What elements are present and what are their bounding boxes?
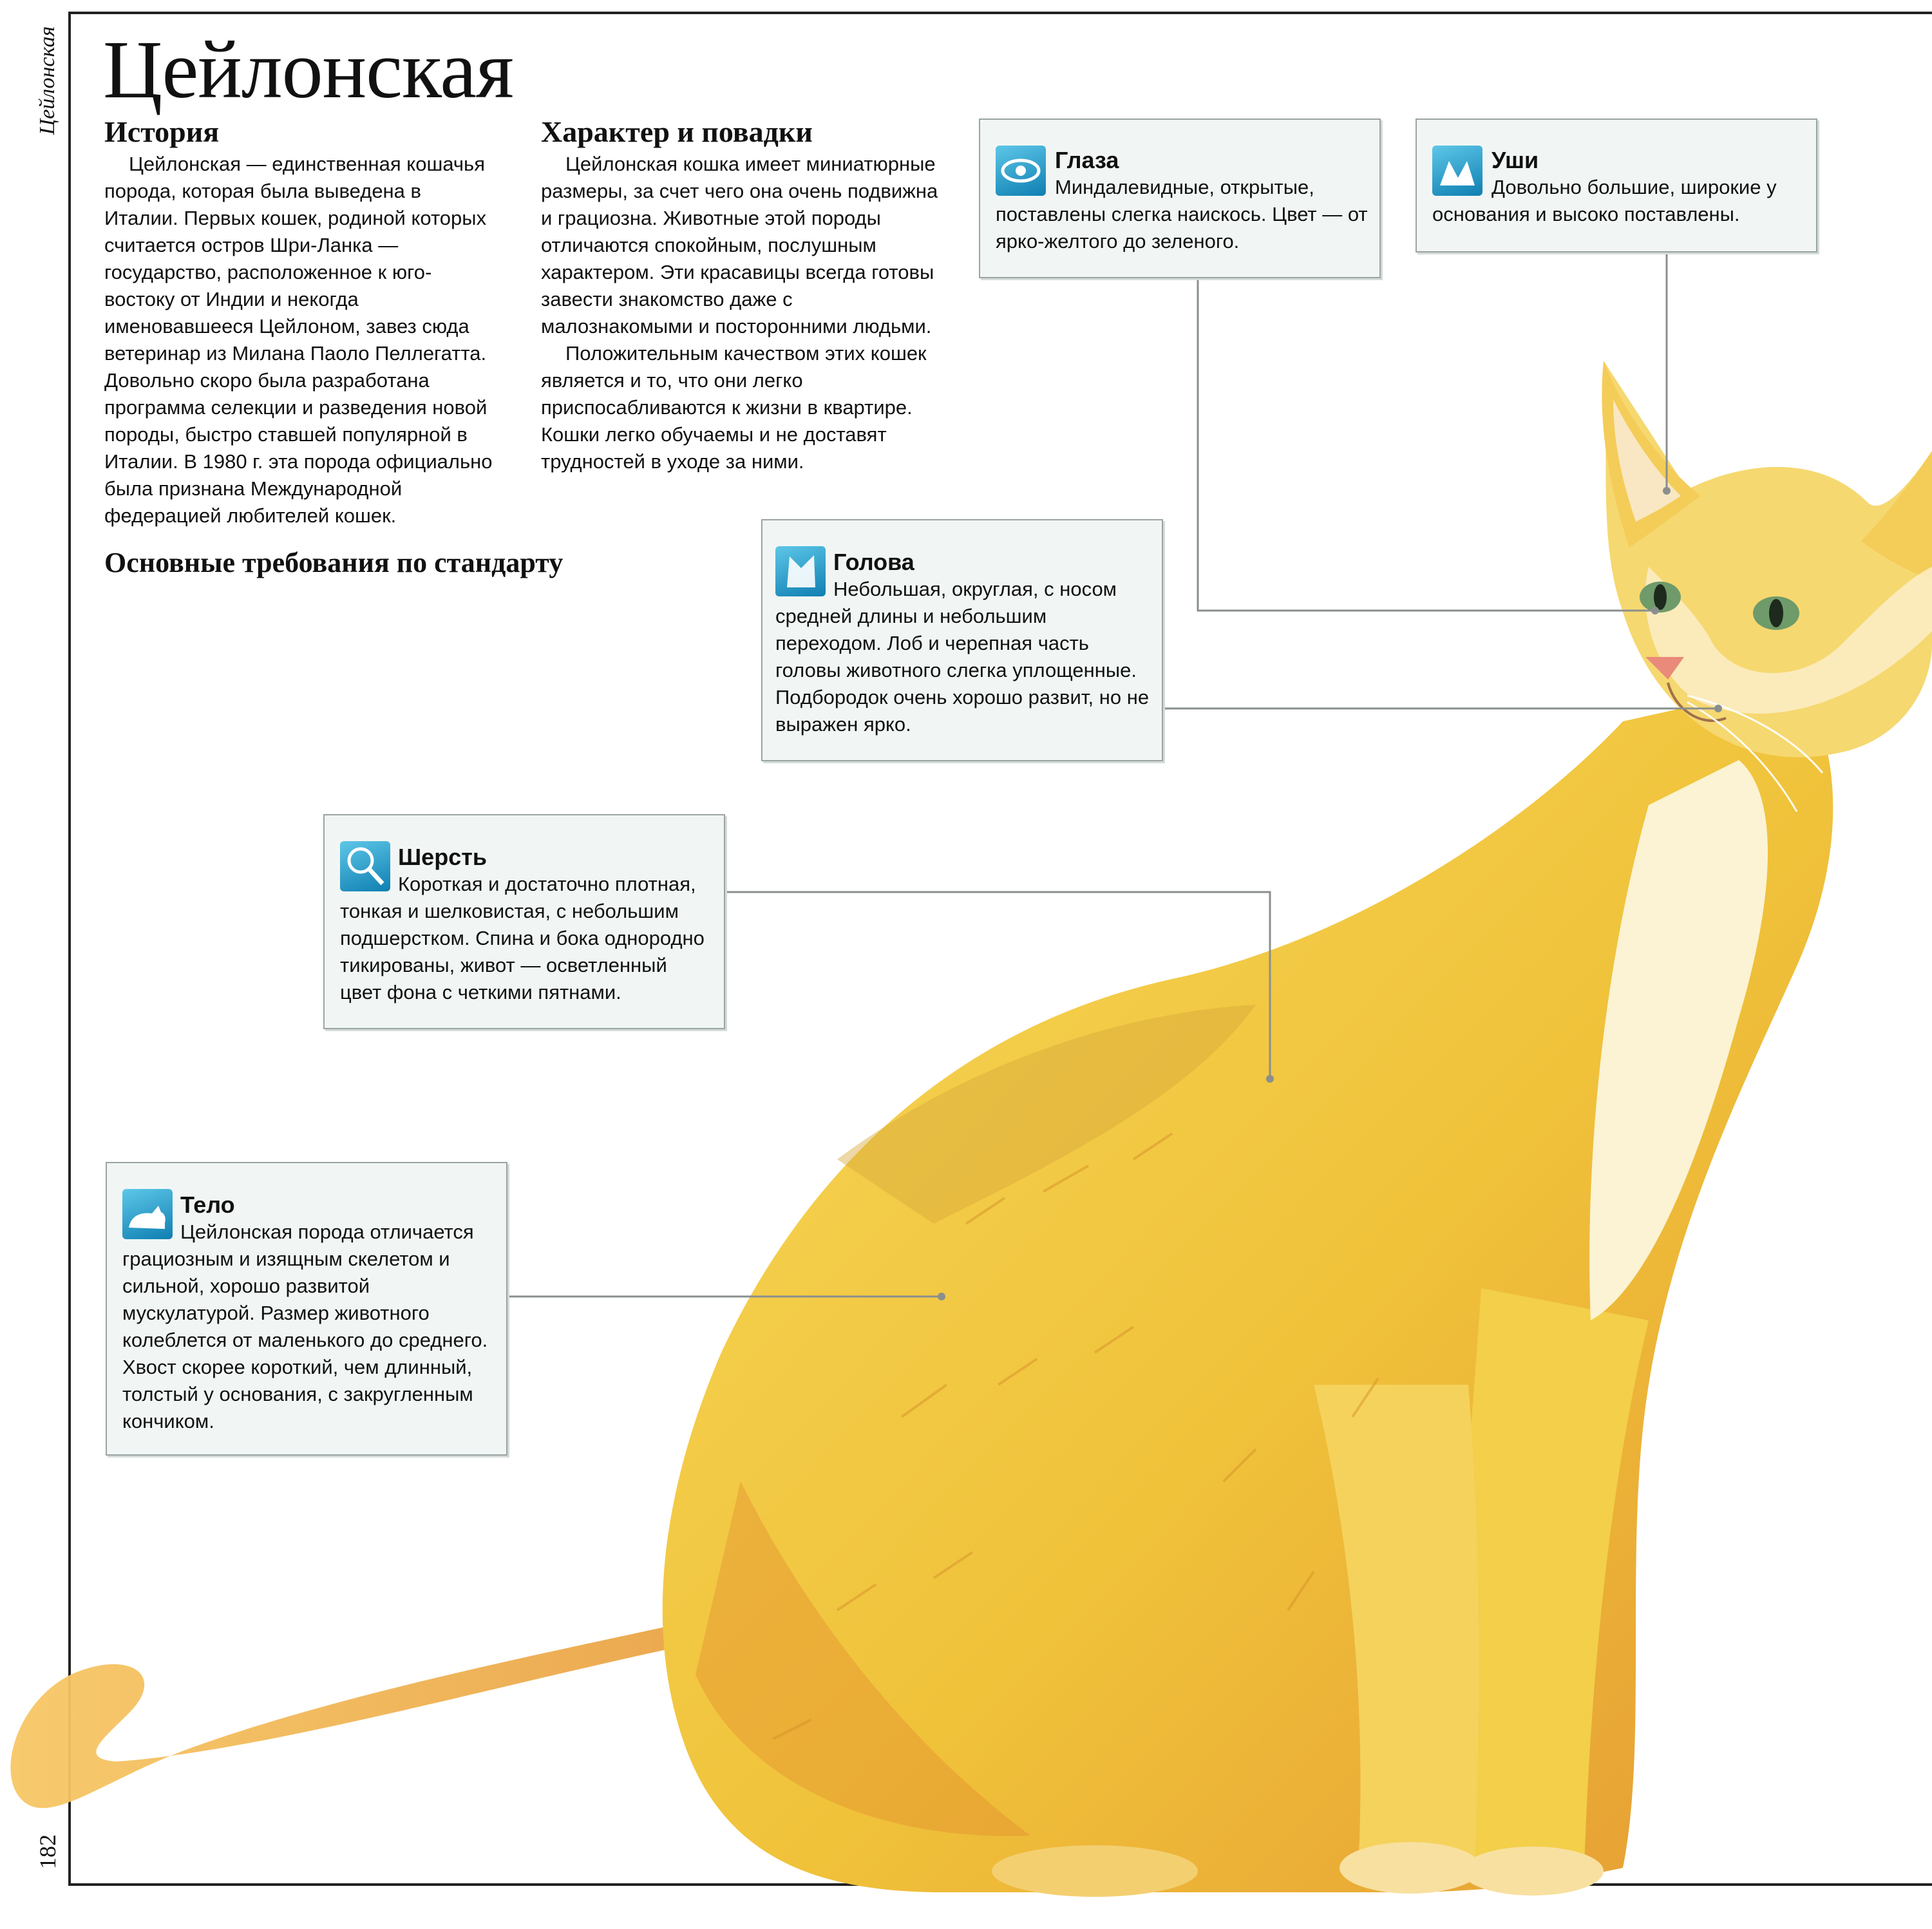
callout-eyes-title: Глаза — [1055, 147, 1119, 173]
callout-body-title: Тело — [180, 1192, 235, 1218]
callout-body-text: Цейлонская порода отличается грациозным и изящным скелетом и сильной, хорошо развитой мускулатурой. Размер животного колеблется от маленького до среднего. Хвост скорее короткий, чем длинный, толстый у основания, с закругленным кончиком. — [122, 1221, 488, 1432]
callout-eyes — [979, 119, 1381, 278]
history-text: Цейлонская — единственная кошачья порода, которая была выведена в Италии. Первых кошек, родиной которых считается остров Шри-Ланка — государство, расположенное к юго-востоку от Индии и некогда именовавшееся Цейлоном, завез сюда ветеринар из Милана Паоло Пеллегатта. Довольно скоро была разработана программа селекции и разведения новой породы, быстро ставшей популярной в Италии. В 1980 г. эта порода официально была признана Международной федерацией любителей кошек. — [104, 153, 493, 527]
cat-paw-right — [1462, 1847, 1604, 1896]
standards-heading: Основные требования по стандарту — [104, 547, 564, 578]
callout-body — [106, 1162, 507, 1456]
page-number: 182 — [35, 1834, 61, 1869]
callout-ears — [1416, 119, 1817, 252]
history-heading: История — [104, 115, 220, 148]
cat-paw-left — [1340, 1842, 1481, 1894]
callout-ears-title: Уши — [1492, 147, 1539, 173]
callout-coat — [323, 814, 725, 1029]
leader-line-eyes — [1198, 277, 1655, 611]
callout-coat-title: Шерсть — [398, 844, 487, 870]
callout-ears-text: Довольно большие, широкие у основания и высоко поставлены. — [1432, 176, 1777, 225]
cat-tail — [10, 1623, 683, 1808]
callout-eyes-text: Миндалевидные, открытые, поставлены слегка наискось. Цвет — от ярко-желтого до зеленого. — [996, 176, 1368, 252]
running-header: Цейлонская — [35, 26, 59, 135]
callout-coat-text: Короткая и достаточно плотная, тонкая и шелковистая, с небольшим подшерстком. Спина и бока однородно тикированы, живот — осветленный цвет фона с четкими пятнами. — [340, 873, 705, 1003]
character-heading: Характер и повадки — [541, 115, 813, 148]
callout-head-title: Голова — [833, 549, 914, 575]
callout-head-text: Небольшая, округлая, с носом средней длины и небольшим переходом. Лоб и черепная часть головы животного слегка уплощенные. Подбородок очень хорошо развит, но не выражен ярко. — [775, 578, 1150, 736]
character-text: Цейлонская кошка имеет миниатюрные размеры, за счет чего она очень подвижна и грациозна. Животные этой породы отличаются спокойным, послушным характером. Эти красавицы всегда готовы завести знакомство даже с малознакомыми и посторонними людьми. Положительным качеством этих кошек является и то, что они легко приспосабливаются к жизни в квартире. Кошки легко обучаемы и не доставят трудностей в уходе за ними. — [541, 153, 938, 473]
callout-head — [761, 519, 1163, 761]
page-title: Цейлонская — [103, 24, 513, 115]
